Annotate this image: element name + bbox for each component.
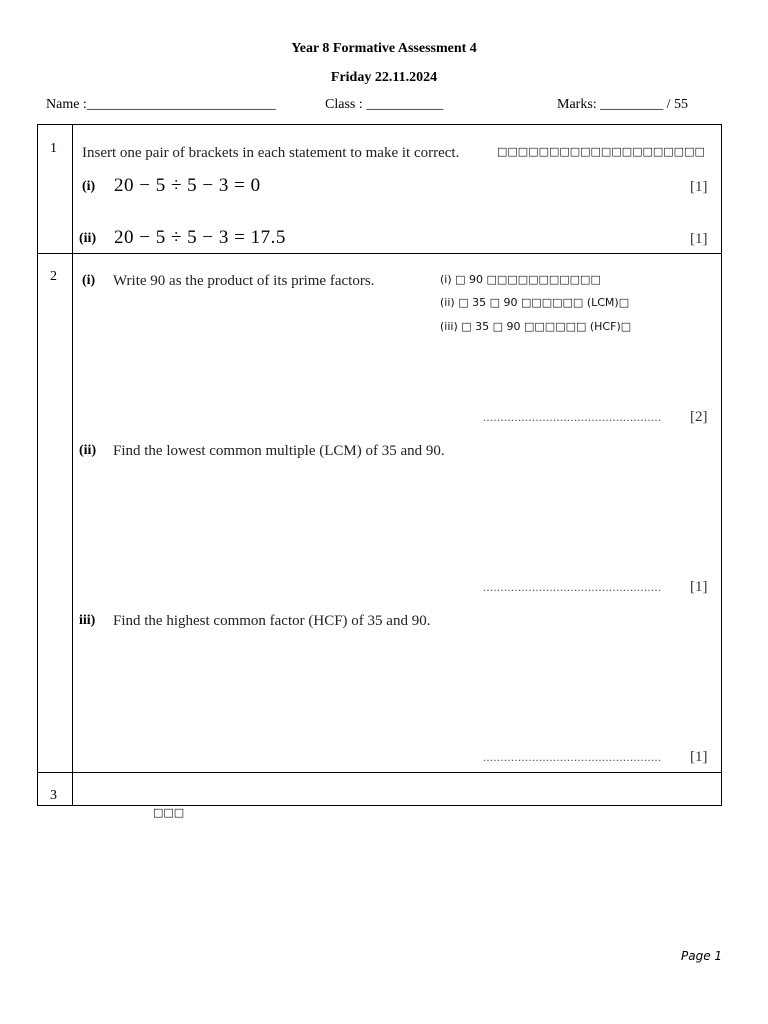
number-column-divider	[72, 124, 73, 806]
q2-part-ii-label: (ii)	[79, 443, 97, 458]
q1-part-ii-mark: [1]	[690, 231, 708, 247]
marks-field: Marks: _________ / 55	[557, 97, 689, 112]
page-number: Page 1	[681, 949, 723, 963]
q1-part-i-mark: [1]	[690, 179, 708, 195]
class-field: Class : ___________	[325, 97, 444, 112]
name-field: Name :___________________________	[46, 97, 276, 112]
page-title: Year 8 Formative Assessment 4	[291, 41, 477, 56]
q2-part-ii-mark: [1]	[690, 579, 708, 595]
q1-part-i-label: (i)	[82, 179, 96, 194]
row-divider-1	[37, 253, 722, 254]
q2-part-i-label: (i)	[82, 273, 96, 288]
q2-part-ii-text: Find the lowest common multiple (LCM) of 35 and 90.	[113, 443, 445, 459]
assessment-date: Friday 22.11.2024	[330, 70, 438, 85]
q1-part-ii-label: (ii)	[79, 231, 97, 246]
q2-part-ii-answer-line: ...................................................	[483, 580, 662, 594]
stray-text: □□□	[153, 806, 185, 819]
question-number-1: 1	[50, 141, 57, 156]
question-number-3: 3	[50, 788, 57, 803]
question-number-2: 2	[50, 269, 57, 284]
row-divider-2	[37, 772, 722, 773]
q2-part-i-text: Write 90 as the product of its prime factors.	[113, 273, 375, 289]
q2-translation-i: (i) □ 90 □□□□□□□□□□□	[440, 273, 601, 286]
q1-part-ii-expression: 20 − 5 ÷ 5 − 3 = 17.5	[114, 227, 286, 248]
q2-part-iii-answer-line: ...................................................	[483, 750, 662, 764]
q1-part-i-expression: 20 − 5 ÷ 5 − 3 = 0	[114, 175, 261, 196]
q1-translation: □□□□□□□□□□□□□□□□□□□□	[497, 145, 705, 158]
q2-part-i-answer-line: ...................................................	[483, 410, 662, 424]
q2-part-i-mark: [2]	[690, 409, 708, 425]
q2-part-iii-label: iii)	[79, 613, 96, 628]
q2-part-iii-text: Find the highest common factor (HCF) of 35 and 90.	[113, 613, 431, 629]
q1-instruction: Insert one pair of brackets in each statement to make it correct.	[82, 145, 460, 161]
q2-translation-iii: (iii) □ 35 □ 90 □□□□□□ (HCF)□	[440, 320, 632, 333]
q2-translation-ii: (ii) □ 35 □ 90 □□□□□□ (LCM)□	[440, 296, 630, 309]
q2-part-iii-mark: [1]	[690, 749, 708, 765]
